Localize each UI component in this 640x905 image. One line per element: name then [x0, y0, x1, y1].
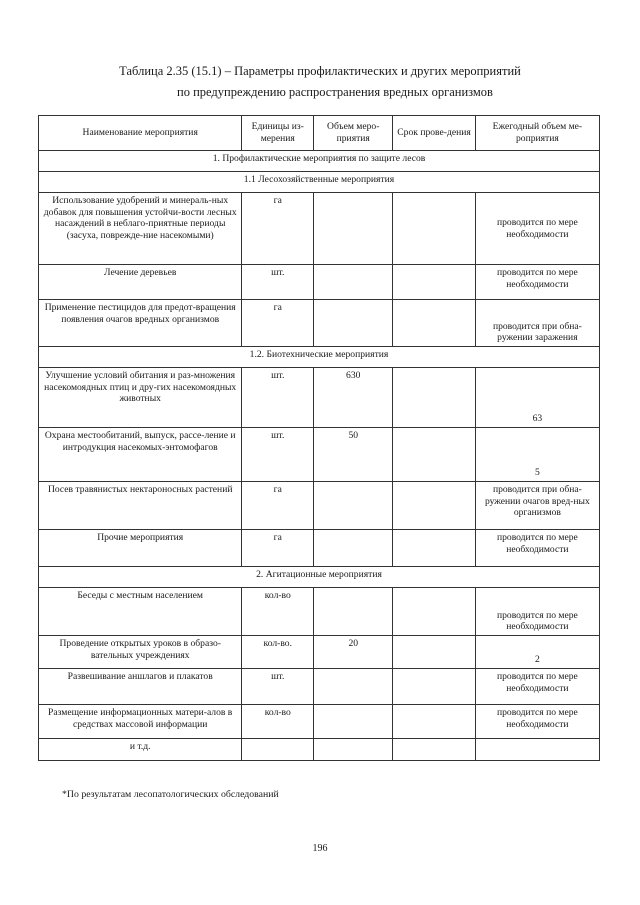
row-name: Охрана местообитаний, выпуск, рассе-ление и интродукция насекомых-энтомофагов: [39, 428, 242, 482]
row-annual: [475, 739, 599, 761]
row-term: [393, 705, 475, 739]
row-volume: [314, 588, 393, 636]
row-name: Развешивание аншлагов и плакатов: [39, 669, 242, 705]
row-annual: 2: [475, 636, 599, 669]
row-term: [393, 669, 475, 705]
row-name: Прочие мероприятия: [39, 530, 242, 567]
row-annual: проводится при обна-ружении заражения: [475, 300, 599, 347]
table-row: [39, 482, 600, 530]
row-name: Проведение открытых уроков в образо-вательных учреждениях: [39, 636, 242, 669]
row-unit: шт.: [242, 428, 314, 482]
table-title-line2: по предупреждению распространения вредных организмов: [177, 85, 493, 99]
row-unit: шт.: [242, 669, 314, 705]
row-unit: шт.: [242, 368, 314, 428]
row-name: Посев травянистых нектароносных растений: [39, 482, 242, 530]
row-unit: кол-во: [242, 705, 314, 739]
table-row: [39, 300, 600, 347]
row-name: Применение пестицидов для предот-вращения появления очагов вредных организмов: [39, 300, 242, 347]
row-name: и т.д.: [39, 739, 242, 761]
row-volume: [314, 530, 393, 567]
table-row: [39, 530, 600, 567]
header-annual: Ежегодный объем ме-роприятия: [475, 116, 599, 151]
table-row: [39, 669, 600, 705]
row-unit: шт.: [242, 265, 314, 300]
row-unit: кол-во: [242, 588, 314, 636]
table-title-line1: [0, 64, 640, 79]
header-volume: Объем меро-приятия: [314, 116, 393, 151]
row-volume: [314, 300, 393, 347]
row-term: [393, 588, 475, 636]
measures-table: [38, 115, 600, 761]
row-term: [393, 636, 475, 669]
row-unit: га: [242, 530, 314, 567]
row-unit: га: [242, 482, 314, 530]
header-unit: Единицы из-мерения: [242, 116, 314, 151]
table-caption: Параметры профилактических и других мероприятий: [234, 64, 521, 78]
row-unit: га: [242, 193, 314, 265]
row-name: Беседы с местным населением: [39, 588, 242, 636]
row-name: Размещение информационных матери-алов в средствах массовой информации: [39, 705, 242, 739]
row-annual: 5: [475, 428, 599, 482]
table-row: [39, 368, 600, 428]
table-row: [39, 265, 600, 300]
row-term: [393, 739, 475, 761]
section-heading: 2. Агитационные мероприятия: [39, 567, 600, 588]
subsection-heading: 1.2. Биотехнические мероприятия: [39, 347, 600, 368]
row-volume: [314, 669, 393, 705]
row-volume: [314, 739, 393, 761]
row-name: Использование удобрений и минераль-ных добавок для повышения устойчи-вости лесных насаждений в неблаго-приятные периоды (засуха, повреждe-ние насекомыми): [39, 193, 242, 265]
table-header-row: [39, 116, 600, 151]
row-volume: [314, 482, 393, 530]
table-row: [39, 193, 600, 265]
row-annual: проводится по мере необходимости: [475, 588, 599, 636]
row-annual: проводится по мере необходимости: [475, 530, 599, 567]
table-row: [39, 428, 600, 482]
row-annual: проводится при обна-ружении очагов вред-ных организмов: [475, 482, 599, 530]
section-heading: 1. Профилактические мероприятия по защите лесов: [39, 151, 600, 172]
row-unit: кол-во.: [242, 636, 314, 669]
page-number: 196: [312, 843, 328, 854]
row-term: [393, 193, 475, 265]
row-annual: проводится по мере необходимости: [475, 705, 599, 739]
row-unit: [242, 739, 314, 761]
row-volume: 630: [314, 368, 393, 428]
table-row: [39, 636, 600, 669]
row-volume: [314, 193, 393, 265]
row-volume: [314, 705, 393, 739]
table-row: [39, 588, 600, 636]
row-volume: 50: [314, 428, 393, 482]
table-row: [39, 705, 600, 739]
header-name: Наименование мероприятия: [39, 116, 242, 151]
row-term: [393, 530, 475, 567]
row-term: [393, 482, 475, 530]
footnote: *По результатам лесопатологических обследований: [62, 789, 279, 800]
subsection-heading: 1.1 Лесохозяйственные мероприятия: [39, 172, 600, 193]
table-number: Таблица 2.35 (15.1) –: [119, 64, 235, 78]
row-term: [393, 368, 475, 428]
row-term: [393, 300, 475, 347]
header-term: Срок прове-дения: [393, 116, 475, 151]
row-term: [393, 265, 475, 300]
row-unit: га: [242, 300, 314, 347]
row-annual: проводится по мере необходимости: [475, 669, 599, 705]
row-annual: проводится по мере необходимости: [475, 193, 599, 265]
row-volume: 20: [314, 636, 393, 669]
table-row: [39, 739, 600, 761]
row-annual: 63: [475, 368, 599, 428]
row-annual: проводится по мере необходимости: [475, 265, 599, 300]
row-name: Лечение деревьев: [39, 265, 242, 300]
row-volume: [314, 265, 393, 300]
row-name: Улучшение условий обитания и раз-множения насекомоядных птиц и дру-гих насекомоядных животных: [39, 368, 242, 428]
row-term: [393, 428, 475, 482]
